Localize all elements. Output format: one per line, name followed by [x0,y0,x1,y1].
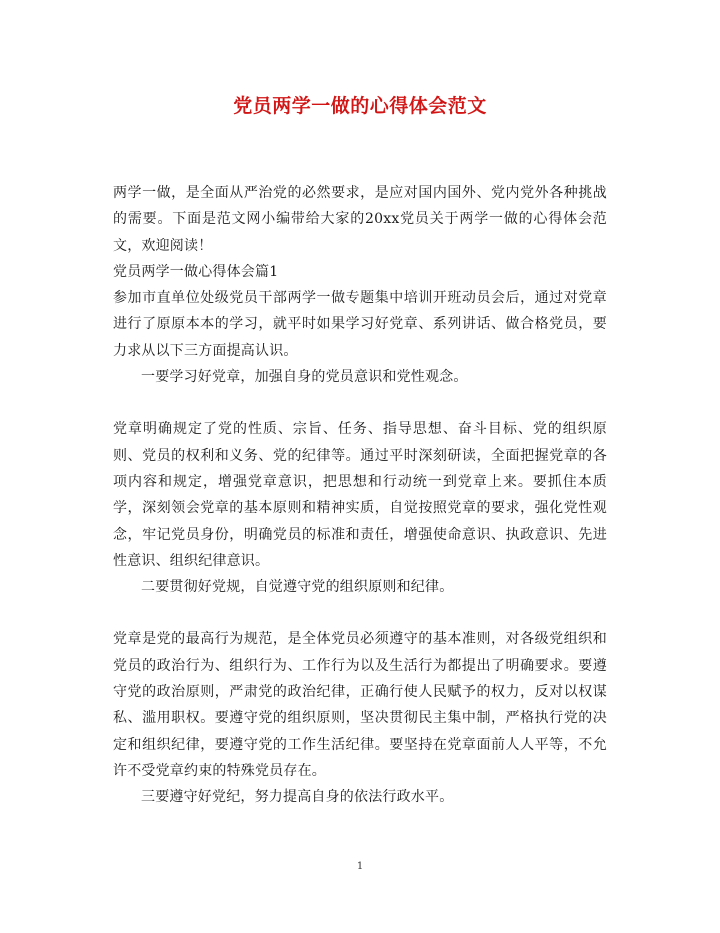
point-heading-3: 三要遵守好党纪，努力提高自身的依法行政水平。 [141,789,454,806]
section-heading: 党员两学一做心得体会篇1 [113,263,279,280]
document-body [113,180,607,811]
body-paragraph: 党章明确规定了党的性质、宗旨、任务、指导思想、奋斗目标、党的组织原则、党员的权利和义务、党的纪律等。通过平时深刻研读，全面把握党章的各项内容和规定，增强党章意识，把思想和行动统一到党章上来。要抓住本质学，深刻领会党章的基本原则和精神实质，自觉按照党章的要求，强化党性观念，牢记党员身份，明确党员的标准和责任，增强使命意识、执政意识、先进性意识、组织纪律意识。 [113,421,607,569]
body-paragraph: 参加市直单位处级党员干部两学一做专题集中培训开班动员会后，通过对党章进行了原原本本的学习，就平时如果学习好党章、系列讲话、做合格党员，要力求从以下三方面提高认识。 [113,290,607,359]
document-title: 党员两学一做的心得体会范文 [233,95,487,117]
point-heading-2: 二要贯彻好党规，自觉遵守党的组织原则和纪律。 [141,579,454,596]
paragraph-gap [113,600,607,626]
paragraph-gap [113,390,607,416]
page-number: 1 [356,861,364,872]
body-paragraph: 党章是党的最高行为规范，是全体党员必须遵守的基本准则，对各级党组织和党员的政治行为、组织行为、工作行为以及生活行为都提出了明确要求。要遵守党的政治原则，严肃党的政治纪律，正确行使人民赋予的权力，反对以权谋私、滥用职权。要遵守党的组织原则，坚决贯彻民主集中制，严格执行党的决定和组织纪律，要遵守党的工作生活纪律。要坚持在党章面前人人平等，不允许不受党章约束的特殊党员存在。 [113,631,607,779]
point-heading-1: 一要学习好党章，加强自身的党员意识和党性观念。 [141,369,468,386]
intro-paragraph: 两学一做，是全面从严治党的必然要求，是应对国内国外、党内党外各种挑战的需要。下面是范文网小编带给大家的20xx党员关于两学一做的心得体会范文，欢迎阅读！ [113,185,607,254]
